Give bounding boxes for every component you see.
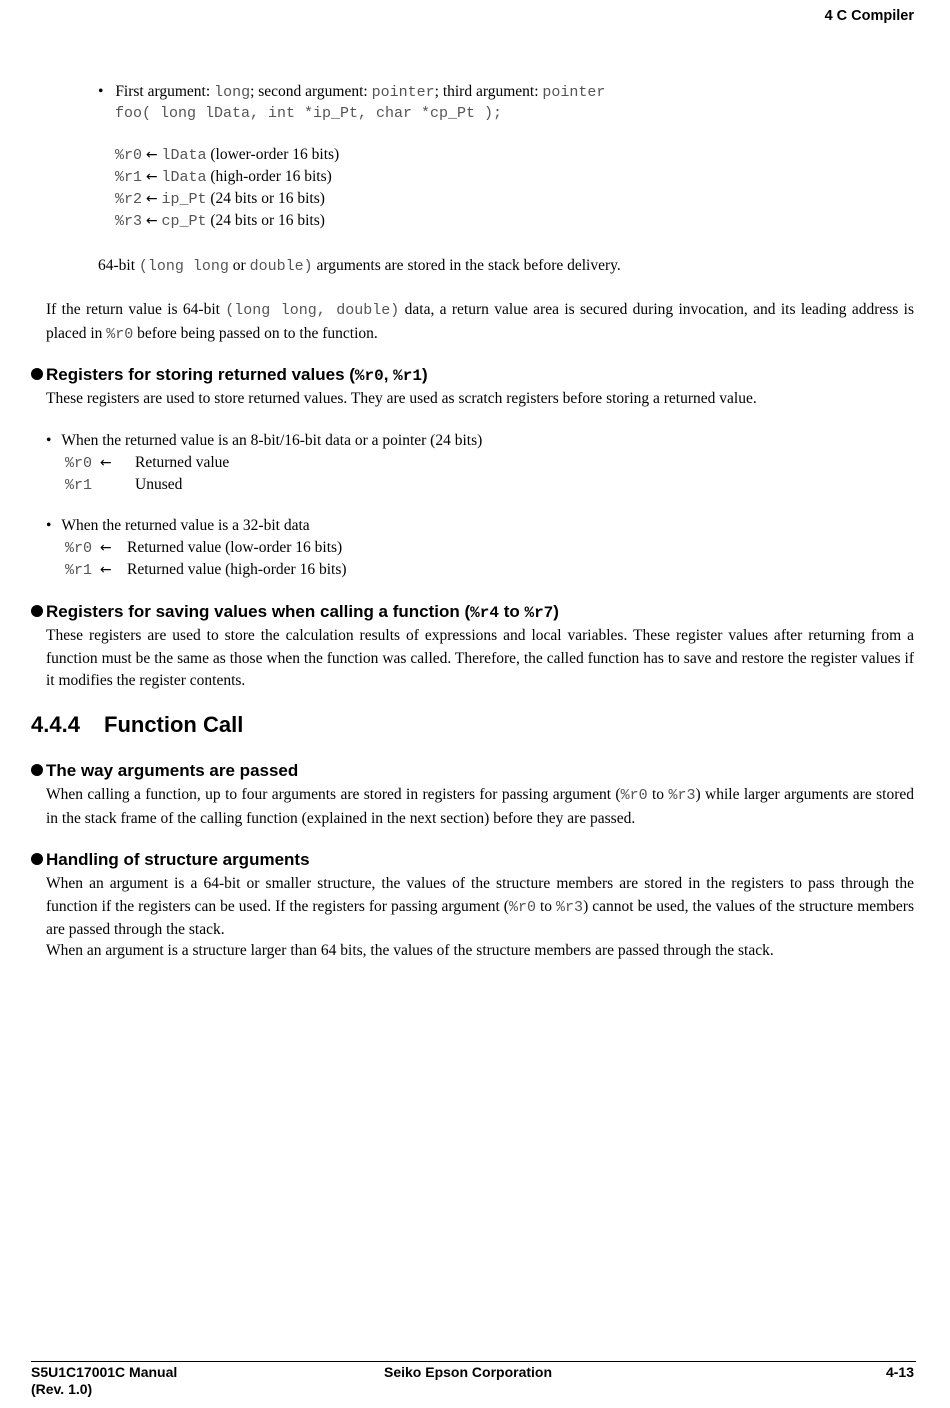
arrow-left-icon: ← — [145, 169, 158, 185]
register: %r1 — [65, 477, 93, 494]
return-desc: Returned value — [135, 454, 230, 471]
para-text: to — [647, 786, 669, 803]
para-text: If the return value is 64-bit — [46, 301, 226, 318]
arrow-left-icon: ← — [145, 147, 158, 163]
arg-row — [115, 210, 950, 233]
bullet-icon — [31, 368, 43, 380]
register: %r3 — [668, 787, 696, 804]
register: %r4 — [470, 604, 499, 622]
bullet-icon — [31, 605, 43, 617]
arg-note: (24 bits or 16 bits) — [206, 212, 325, 229]
register: %r1 — [65, 562, 93, 579]
return-desc: Returned value (high-order 16 bits) — [127, 561, 347, 578]
bullet: • — [46, 517, 52, 534]
arg-row — [115, 188, 950, 211]
variable: lData — [161, 147, 207, 164]
heading-text: Handling of structure arguments — [46, 850, 310, 869]
code-signature: foo( long lData, int *ip_Pt, char *cp_Pt ); — [115, 105, 503, 122]
intro-text: ; third argument: — [434, 83, 543, 100]
para-text: before being passed on to the function. — [133, 324, 378, 342]
arrow-left-icon: ← — [145, 213, 158, 229]
register: %r0 — [354, 367, 384, 385]
section-title: Function Call — [104, 712, 244, 737]
case-text: When the returned value is a 32-bit data — [61, 517, 310, 534]
code-long: long — [214, 84, 251, 101]
arg-note: (24 bits or 16 bits) — [206, 190, 325, 207]
heading-structure-arguments — [31, 850, 310, 870]
case2-row — [65, 559, 950, 582]
return-desc: Returned value (low-order 16 bits) — [127, 539, 343, 556]
bullet: • — [46, 432, 52, 449]
code-pointer: pointer — [542, 84, 606, 101]
arg-row — [115, 166, 950, 189]
bullet-icon — [31, 764, 43, 776]
section-heading — [31, 712, 243, 738]
bullet: • — [98, 83, 104, 100]
code-pointer: pointer — [371, 84, 435, 101]
arrow-left-icon: ← — [99, 562, 112, 578]
case2-row — [65, 537, 950, 560]
note-64bit — [98, 255, 950, 278]
saving-values-body: These registers are used to store the calculation results of expressions and local variables. These register values after returning from a function must be the same as those when the function was called. Therefore, the called function has to save and restore the register values if it modifies the register contents. — [46, 627, 914, 689]
arrow-left-icon: ← — [99, 455, 112, 471]
return-value-paragraph — [46, 299, 914, 346]
heading-text: to — [498, 602, 525, 621]
heading-text: ) — [421, 365, 428, 384]
arg-note: (high-order 16 bits) — [206, 168, 332, 185]
note-text: arguments are stored in the stack before delivery. — [312, 257, 621, 274]
return-desc: Unused — [135, 476, 183, 493]
page-header: 4 C Compiler — [824, 8, 914, 24]
register: %r0 — [106, 325, 134, 343]
args-intro — [98, 81, 950, 104]
case1-row — [65, 452, 950, 475]
register: %r2 — [115, 191, 143, 208]
register: %r3 — [115, 213, 143, 230]
arrow-left-icon: ← — [145, 191, 158, 207]
heading-arguments-passed — [31, 761, 298, 781]
para-text: When calling a function, up to four arguments are stored in registers for passing argument ( — [46, 786, 621, 803]
arguments-passed-body — [46, 784, 914, 830]
register: %r0 — [65, 540, 93, 557]
note-text: 64-bit — [98, 257, 139, 274]
case2-bullet — [46, 515, 950, 537]
footer-rule — [31, 1361, 916, 1362]
heading-text: Registers for storing returned values ( — [46, 365, 355, 384]
page-number: 4-13 — [885, 1364, 914, 1380]
heading-saving-values — [31, 602, 559, 622]
intro-text: ; second argument: — [250, 83, 372, 100]
footer-company: Seiko Epson Corporation — [384, 1364, 553, 1380]
heading-text: ) — [553, 602, 559, 621]
arg-note: (lower-order 16 bits) — [206, 146, 340, 163]
heading-text: , — [383, 365, 394, 384]
manual-name: S5U1C17001C Manual — [31, 1364, 178, 1380]
structure-arguments-body — [46, 873, 914, 942]
heading-text: The way arguments are passed — [46, 761, 299, 780]
case1-bullet — [46, 430, 950, 452]
variable: lData — [161, 169, 207, 186]
case-text: When the returned value is an 8-bit/16-bit data or a pointer (24 bits) — [61, 432, 483, 449]
register: %r0 — [508, 898, 536, 916]
intro-text: First argument: — [115, 83, 215, 100]
register: %r0 — [65, 455, 93, 472]
para-text: ) while larger arguments are stored in the stack frame of the calling function (explained in the next section) before they are passed. — [46, 786, 914, 827]
code-long-long: (long long — [138, 258, 229, 275]
code-double: double) — [249, 258, 313, 275]
variable: ip_Pt — [161, 191, 207, 208]
register: %r7 — [524, 604, 554, 622]
section-number: 4.4.4 — [31, 712, 80, 737]
register: %r0 — [115, 147, 143, 164]
revision: (Rev. 1.0) — [31, 1381, 93, 1397]
para-text: ) cannot be used, the values of the structure members are passed through the stack. — [46, 897, 915, 938]
bullet-icon — [31, 853, 43, 865]
heading-returned-values — [31, 365, 428, 385]
register: %r1 — [393, 367, 422, 385]
structure-arguments-body-2: When an argument is a structure larger than 64 bits, the values of the structure members are passed through the stack. — [46, 942, 774, 959]
footer-manual — [31, 1364, 177, 1398]
arrow-left-icon: ← — [99, 540, 112, 556]
note-text: or — [228, 257, 250, 274]
variable: cp_Pt — [161, 213, 207, 230]
case1-row — [65, 474, 950, 497]
para-text: data, a return value area is secured during invocation, and its leading address is placed in — [46, 301, 915, 342]
arg-row — [115, 144, 950, 167]
returned-values-body: These registers are used to store returned values. They are used as scratch registers before storing a returned value. — [46, 390, 757, 407]
para-text: When an argument is a 64-bit or smaller structure, the values of the structure members are stored in the registers to pass through the function if the registers can be used. If the registers for passing argument ( — [46, 875, 914, 915]
code-types: (long long, double) — [225, 302, 400, 319]
register: %r1 — [115, 169, 143, 186]
register: %r3 — [556, 898, 584, 916]
heading-text: Registers for saving values when calling a function ( — [46, 602, 471, 621]
para-text: to — [535, 897, 557, 915]
register: %r0 — [620, 787, 648, 804]
